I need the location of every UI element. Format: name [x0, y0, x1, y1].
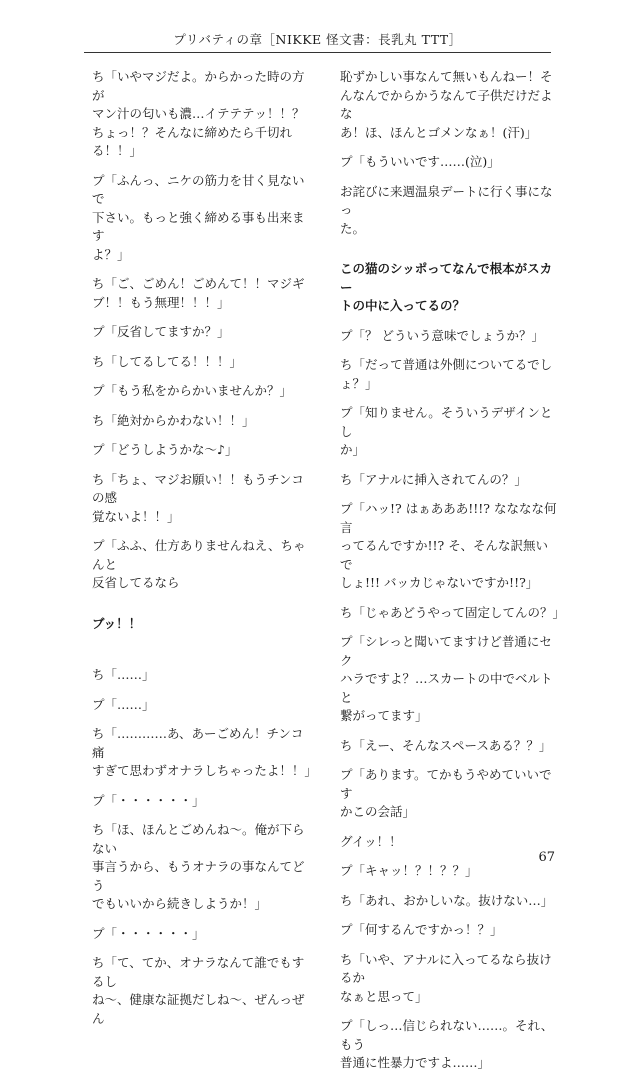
dialogue-line: プ「・・・・・・」 — [92, 792, 205, 808]
dialogue-line: ち「ほ、ほんとごめんね～。俺が下らない 事言うから、もうオナラの事なんてどう でもいいから続きしようか！」 — [92, 822, 305, 911]
dialogue-line: プ「・・・・・・」 — [92, 925, 205, 941]
page-number: 67 — [538, 850, 555, 865]
running-header: プリバティの章［NIKKE 怪文書：長乳丸 TTT］ — [173, 32, 462, 47]
narration-line: お詫びに来週温泉デートに行く事になっ た。 — [340, 183, 553, 236]
dialogue-line: プ「もう私をからかいませんか？」 — [92, 383, 293, 398]
dialogue-line: プ「もういいです……(泣)」 — [340, 154, 500, 169]
dialogue-line: プ「知りません。そういうデザインとし か」 — [340, 405, 553, 457]
dialogue-line: ち「いやマジだよ。からかった時の方が マン汁の匂いも濃…イテテテッ！！？ ちょっ！？そんなに締めたら千切れ る！！」 — [92, 69, 305, 158]
dialogue-line: プ「キャッ！？！？？」 — [340, 863, 478, 878]
dialogue-line: ち「あれ、おかしいな。抜けない…」 — [340, 892, 554, 908]
dialogue-line: ち「ご、ごめん！ごめんて！！マジギ ブ！！もう無理！！！」 — [92, 276, 305, 310]
dialogue-line: プ「？ どういう意味でしょうか？」 — [340, 327, 544, 343]
header-rule — [84, 52, 551, 53]
right-column — [340, 68, 566, 1084]
sound-effect: グイッ！！ — [340, 833, 402, 849]
dialogue-line: ち「えー、そんなスペースある？？」 — [340, 737, 552, 753]
dialogue-line: プ「ハッ!? はぁあああ!!!? なななな何言 ってるんですか!!? そ、そんな訳無いで しょ!!! バッカじゃないですか!!?」 — [340, 501, 557, 590]
dialogue-line: プ「どうしようかな～♪」 — [92, 442, 238, 457]
dialogue-line: ち「いや、アナルに入ってるなら抜けるか なぁと思って」 — [340, 951, 552, 1004]
sound-effect: ブッ！！ — [92, 615, 142, 631]
dialogue-line: ち「アナルに挿入されてんの？」 — [340, 471, 527, 487]
dialogue-line: ち「…………あ、あーごめん！チンコ痛 すぎて思わずオナラしちゃったよ！！」 — [92, 726, 317, 778]
left-column — [92, 68, 317, 1039]
dialogue-line: プ「ふんっ、ニケの筋力を甘く見ないで 下さい。もっと強く締める事も出来ます よ？」 — [92, 172, 305, 262]
dialogue-line: プ「……」 — [92, 696, 155, 712]
dialogue-line: ち「してるしてる！！！」 — [92, 353, 243, 369]
section-heading: この猫のシッポってなんで根本がスカー トの中に入ってるの？ — [340, 261, 553, 313]
dialogue-line: プ「しっ…信じられない……。それ、もう 普通に性暴力ですよ……」 — [340, 1018, 554, 1070]
dialogue-line: ち「……」 — [92, 667, 155, 682]
dialogue-line: ち「じゃあどうやって固定してんの？」 — [340, 604, 566, 620]
dialogue-line: プ「あります。てかもうやめていいです かこの会話」 — [340, 767, 552, 819]
dialogue-line: ち「絶対からかわない！！」 — [92, 412, 255, 428]
dialogue-line: ち「て、てか、オナラなんて誰でもするし ね～、健康な証拠だしね～、ぜんっぜん — [92, 955, 305, 1026]
dialogue-line: ち「ちょ、マジお願い！！もうチンコの感 覚ないよ！！」 — [92, 471, 304, 524]
dialogue-line: プ「シレっと聞いてますけど普通にセク ハラですよ？…スカートの中でベルトと 繋がってます」 — [340, 634, 553, 723]
dialogue-line: プ「反省してますか？」 — [92, 324, 230, 339]
dialogue-line: ち「だって普通は外側についてるでし ょ？」 — [340, 357, 553, 391]
dialogue-line: 恥ずかしい事なんて無いもんねー！そ んなんでからかうなんて子供だけだよな あ！ほ、ほんとゴメンなぁ！(汗)」 — [340, 69, 553, 140]
dialogue-line: プ「何するんですかっ！？」 — [340, 922, 503, 937]
dialogue-line: プ「ふふ、仕方ありませんねえ、ちゃんと 反省してるなら — [92, 538, 306, 590]
